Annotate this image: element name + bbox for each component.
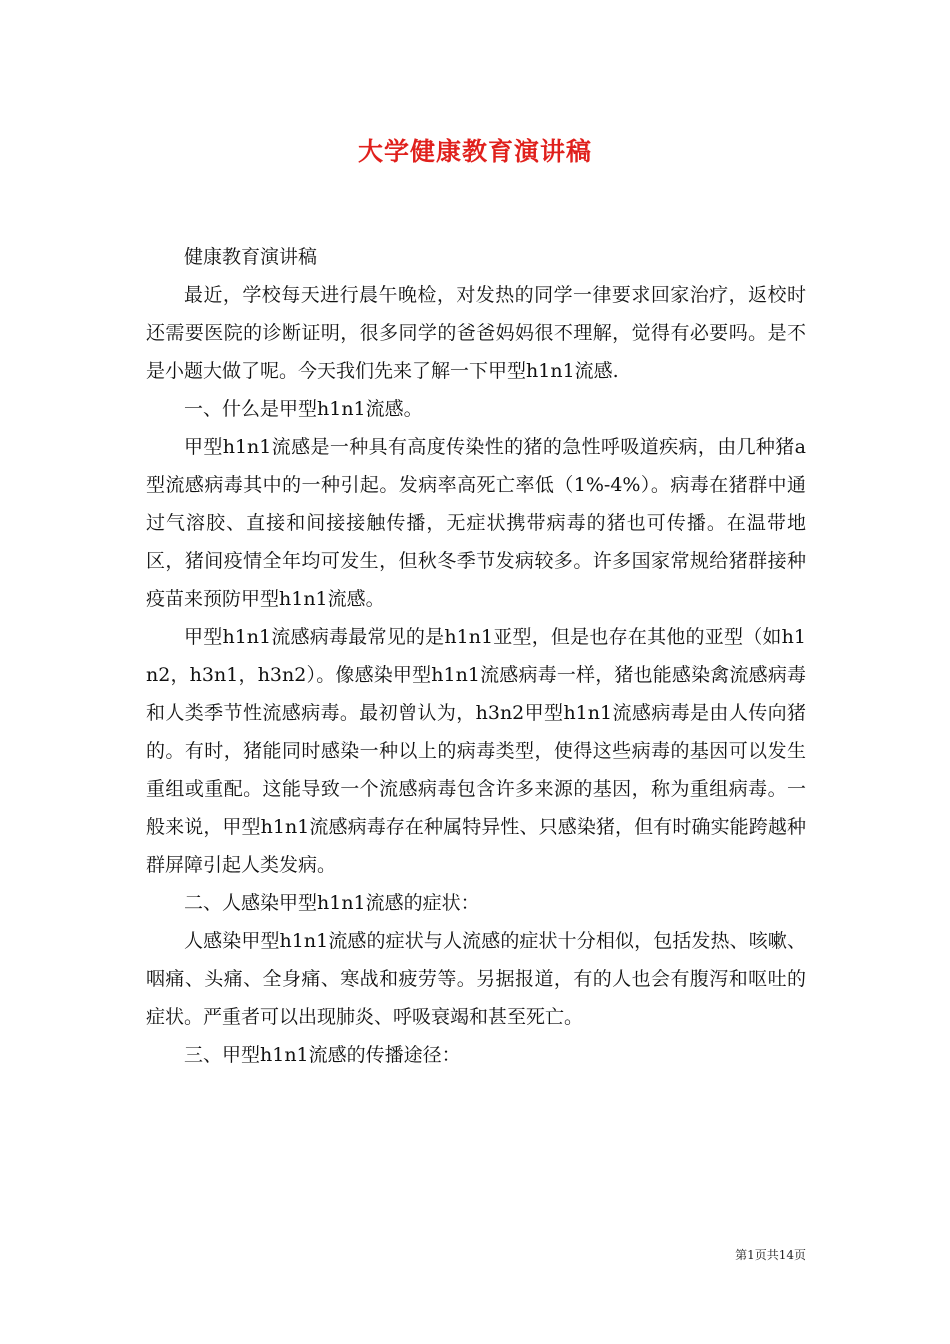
section-1-paragraph-2: 甲型h1n1流感病毒最常见的是h1n1亚型，但是也存在其他的亚型（如h1n2，h3n1，h3n2）。像感染甲型h1n1流感病毒一样，猪也能感染禽流感病毒和人类季节性流感病毒。最初曾认为，h3n2甲型h1n1流感病毒是由人传向猪的。有时，猪能同时感染一种以上的病毒类型，使得这些病毒的基因可以发生重组或重配。这能导致一个流感病毒包含许多来源的基因，称为重组病毒。一般来说，甲型h1n1流感病毒存在种属特异性、只感染猪，但有时确实能跨越种群屏障引起人类发病。 <box>146 626 806 876</box>
document-title: 大学健康教育演讲稿 <box>357 137 592 166</box>
section-1-heading: 一、什么是甲型h1n1流感。 <box>184 398 423 420</box>
page-number: 第1页共14页 <box>735 1248 806 1262</box>
section-3-heading: 三、甲型h1n1流感的传播途径： <box>184 1044 461 1066</box>
intro-paragraph: 最近，学校每天进行晨午晚检，对发热的同学一律要求回家治疗，返校时还需要医院的诊断证明，很多同学的爸爸妈妈很不理解，觉得有必要吗。是不是小题大做了呢。今天我们先来了解一下甲型h1n1流感. <box>146 284 806 382</box>
document-subtitle: 健康教育演讲稿 <box>184 246 318 268</box>
section-2-heading: 二、人感染甲型h1n1流感的症状： <box>184 892 480 914</box>
section-2-paragraph-1: 人感染甲型h1n1流感的症状与人流感的症状十分相似，包括发热、咳嗽、咽痛、头痛、全身痛、寒战和疲劳等。另据报道，有的人也会有腹泻和呕吐的症状。严重者可以出现肺炎、呼吸衰竭和甚至死亡。 <box>146 930 806 1028</box>
document-body <box>146 238 806 1074</box>
section-1-paragraph-1: 甲型h1n1流感是一种具有高度传染性的猪的急性呼吸道疾病，由几种猪a型流感病毒其中的一种引起。发病率高死亡率低（1%-4%）。病毒在猪群中通过气溶胶、直接和间接接触传播，无症状携带病毒的猪也可传播。在温带地区，猪间疫情全年均可发生，但秋冬季节发病较多。许多国家常规给猪群接种疫苗来预防甲型h1n1流感。 <box>146 436 806 610</box>
